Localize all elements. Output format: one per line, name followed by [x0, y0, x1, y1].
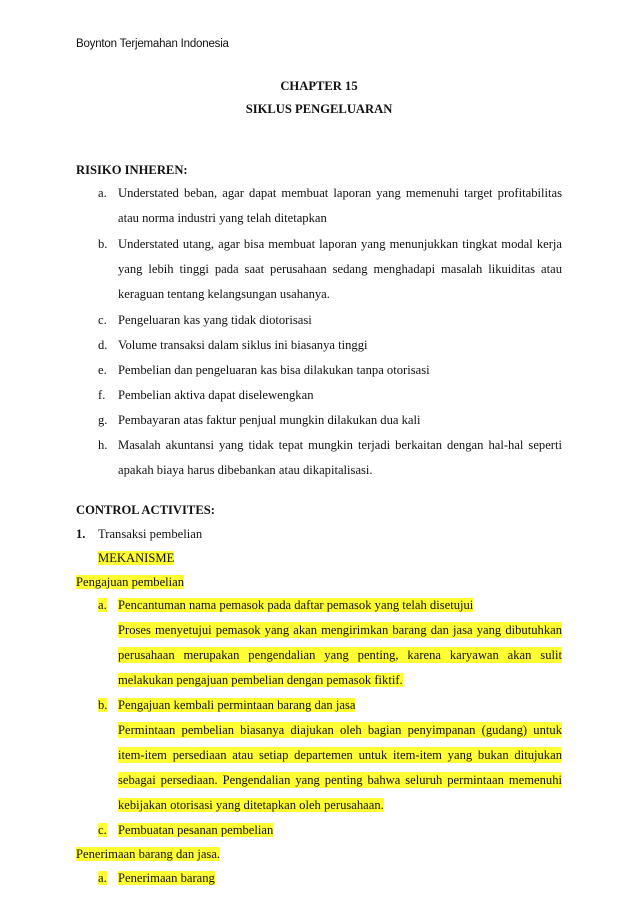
- list-item: Masalah akuntansi yang tidak tepat mungkin terjadi berkaitan dengan hal-hal seperti: [118, 438, 562, 452]
- chapter-number: CHAPTER 15: [280, 79, 358, 93]
- chapter-title: SIKLUS PENGELUARAN: [245, 102, 393, 116]
- list-item: apakah biaya harus dibebankan atau dikapitalisasi.: [118, 463, 373, 477]
- transaksi-pembelian: Transaksi pembelian: [98, 527, 203, 541]
- list-item: Pengajuan kembali permintaan barang dan jasa: [118, 698, 356, 712]
- list-label: b.: [98, 237, 108, 251]
- mekanisme-label: MEKANISME: [98, 551, 175, 565]
- running-header: Boynton Terjemahan Indonesia: [76, 38, 229, 50]
- list-item: Pencantuman nama pemasok pada daftar pemasok yang telah disetujui: [118, 598, 474, 612]
- description-line: Proses menyetujui pemasok yang akan mengirimkan barang dan jasa yang dibutuhkan: [118, 623, 562, 637]
- list-label: f.: [98, 388, 106, 402]
- list-label: a.: [98, 598, 107, 612]
- description-line: perusahaan merupakan pengendalian yang penting, karena karyawan akan sulit: [118, 648, 562, 662]
- list-label: a.: [98, 186, 107, 200]
- list-item: Pembelian dan pengeluaran kas bisa dilakukan tanpa otorisasi: [118, 363, 430, 377]
- list-label: g.: [98, 413, 108, 427]
- list-item: Pengeluaran kas yang tidak diotorisasi: [118, 313, 312, 327]
- list-item: Pembayaran atas faktur penjual mungkin dilakukan dua kali: [118, 413, 421, 427]
- list-item: keraguan tentang kelangsungan usahanya.: [118, 287, 330, 301]
- list-item: Understated beban, agar dapat membuat laporan yang memenuhi target profitabilitas: [118, 186, 562, 200]
- list-label: d.: [98, 338, 108, 352]
- list-label: e.: [98, 363, 107, 377]
- list-label: c.: [98, 313, 107, 327]
- list-label: h.: [98, 438, 108, 452]
- description-line: Permintaan pembelian biasanya diajukan oleh bagian penyimpanan (gudang) untuk: [118, 723, 562, 737]
- description-line: kebijakan otorisasi yang ditetapkan oleh perusahaan.: [118, 798, 384, 812]
- list-item: Pembuatan pesanan pembelian: [118, 823, 274, 837]
- description-line: item-item persediaan atau setiap departemen untuk item-item yang bukan ditujukan: [118, 748, 562, 762]
- risiko-heading: RISIKO INHEREN:: [76, 163, 188, 177]
- list-item: Understated utang, agar bisa membuat laporan yang menunjukkan tingkat modal kerja: [118, 237, 562, 251]
- pengajuan-heading: Pengajuan pembelian: [76, 575, 185, 589]
- description-line: melakukan pengajuan pembelian dengan pemasok fiktif.: [118, 673, 403, 687]
- control-heading: CONTROL ACTIVITES:: [76, 503, 215, 517]
- description-line: sebagai persediaan. Pengendalian yang penting bahwa seluruh permintaan memenuhi: [118, 773, 562, 787]
- list-label: b.: [98, 698, 108, 712]
- list-item: atau norma industri yang telah ditetapkan: [118, 211, 327, 225]
- penerimaan-heading: Penerimaan barang dan jasa.: [76, 847, 221, 861]
- list-item: Penerimaan barang: [118, 871, 215, 885]
- list-label: c.: [98, 823, 107, 837]
- list-label: a.: [98, 871, 107, 885]
- list-item: yang lebih tinggi pada saat perusahaan sedang menghadapi masalah likuiditas atau: [118, 262, 562, 276]
- list-number: 1.: [76, 527, 86, 541]
- list-item: Volume transaksi dalam siklus ini biasanya tinggi: [118, 338, 368, 352]
- list-item: Pembelian aktiva dapat diselewengkan: [118, 388, 314, 402]
